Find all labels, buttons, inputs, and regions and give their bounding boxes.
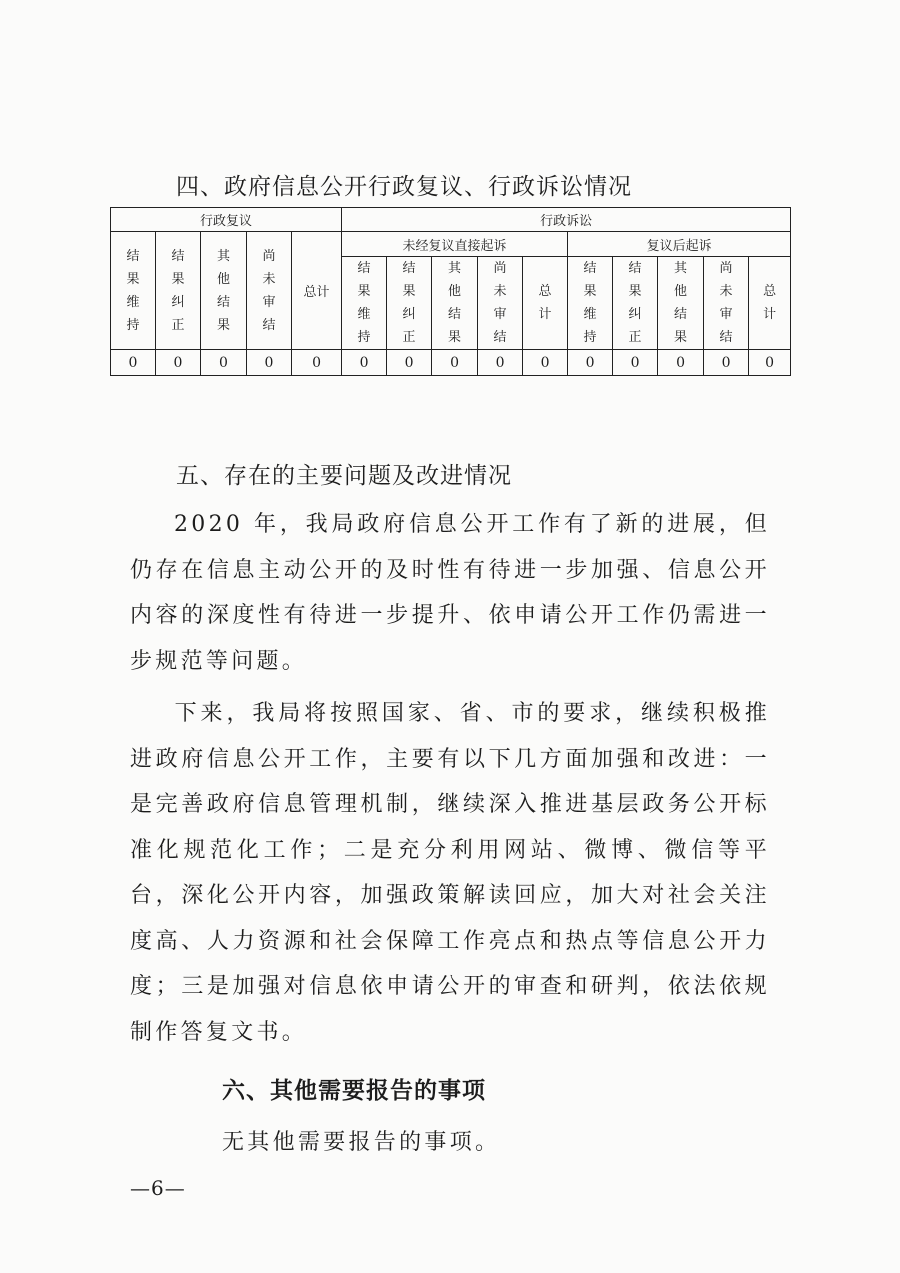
table-cell: 0	[387, 350, 432, 376]
table-cell: 0	[247, 350, 292, 376]
section-6-title: 六、其他需要报告的事项	[222, 1078, 486, 1104]
header-suit-after-review: 复议后起诉	[568, 232, 791, 257]
col-direct-total: 总计	[523, 257, 568, 350]
col-review-pending: 尚未审结	[247, 232, 292, 350]
paragraph-improvements: 下来，我局将按照国家、省、市的要求，继续积极推进政府信息公开工作，主要有以下几方面加强和改进：一是完善政府信息管理机制，继续深入推进基层政务公开标准化规范化工作；二是充分利用网站、微博、微信等平台，深化公开内容，加强政策解读回应，加大对社会关注度高、人力资源和社会保障工作亮点和热点等信息公开力度；三是加强对信息依申请公开的审查和研判，依法依规制作答复文书。	[130, 701, 770, 1045]
paragraph-other-matters: 无其他需要报告的事项。	[222, 1130, 501, 1155]
col-review-total: 总计	[292, 232, 342, 350]
table-cell: 0	[432, 350, 478, 376]
header-admin-review: 行政复议	[111, 208, 342, 232]
col-review-corrected: 结果纠正	[156, 232, 201, 350]
table-cell: 0	[523, 350, 568, 376]
section-5-title: 五、存在的主要问题及改进情况	[176, 463, 512, 489]
col-direct-pending: 尚未审结	[478, 257, 523, 350]
col-after-corrected: 结果纠正	[613, 257, 658, 350]
table-cell: 0	[749, 350, 791, 376]
col-review-upheld: 结果维持	[111, 232, 156, 350]
col-direct-corrected: 结果纠正	[387, 257, 432, 350]
paragraph-problems: 2020 年，我局政府信息公开工作有了新的进展，但仍存在信息主动公开的及时性有待进一步加强、信息公开内容的深度性有待进一步提升、依申请公开工作仍需进一步规范等问题。	[130, 512, 770, 674]
header-admin-litigation: 行政诉讼	[342, 208, 791, 232]
table-cell: 0	[292, 350, 342, 376]
col-direct-other: 其他结果	[432, 257, 478, 350]
table-cell: 0	[156, 350, 201, 376]
table-cell: 0	[111, 350, 156, 376]
table-cell: 0	[658, 350, 704, 376]
table-cell: 0	[478, 350, 523, 376]
header-direct-suit: 未经复议直接起诉	[342, 232, 568, 257]
table-cell: 0	[568, 350, 613, 376]
page-number: —6—	[130, 1176, 186, 1200]
col-after-total: 总计	[749, 257, 791, 350]
table-cell: 0	[613, 350, 658, 376]
col-after-upheld: 结果维持	[568, 257, 613, 350]
review-litigation-table	[110, 207, 791, 376]
col-direct-upheld: 结果维持	[342, 257, 387, 350]
col-after-pending: 尚未审结	[704, 257, 749, 350]
table-cell: 0	[704, 350, 749, 376]
section-4-title: 四、政府信息公开行政复议、行政诉讼情况	[176, 174, 632, 200]
col-after-other: 其他结果	[658, 257, 704, 350]
col-review-other: 其他结果	[201, 232, 247, 350]
table-cell: 0	[342, 350, 387, 376]
table-cell: 0	[201, 350, 247, 376]
